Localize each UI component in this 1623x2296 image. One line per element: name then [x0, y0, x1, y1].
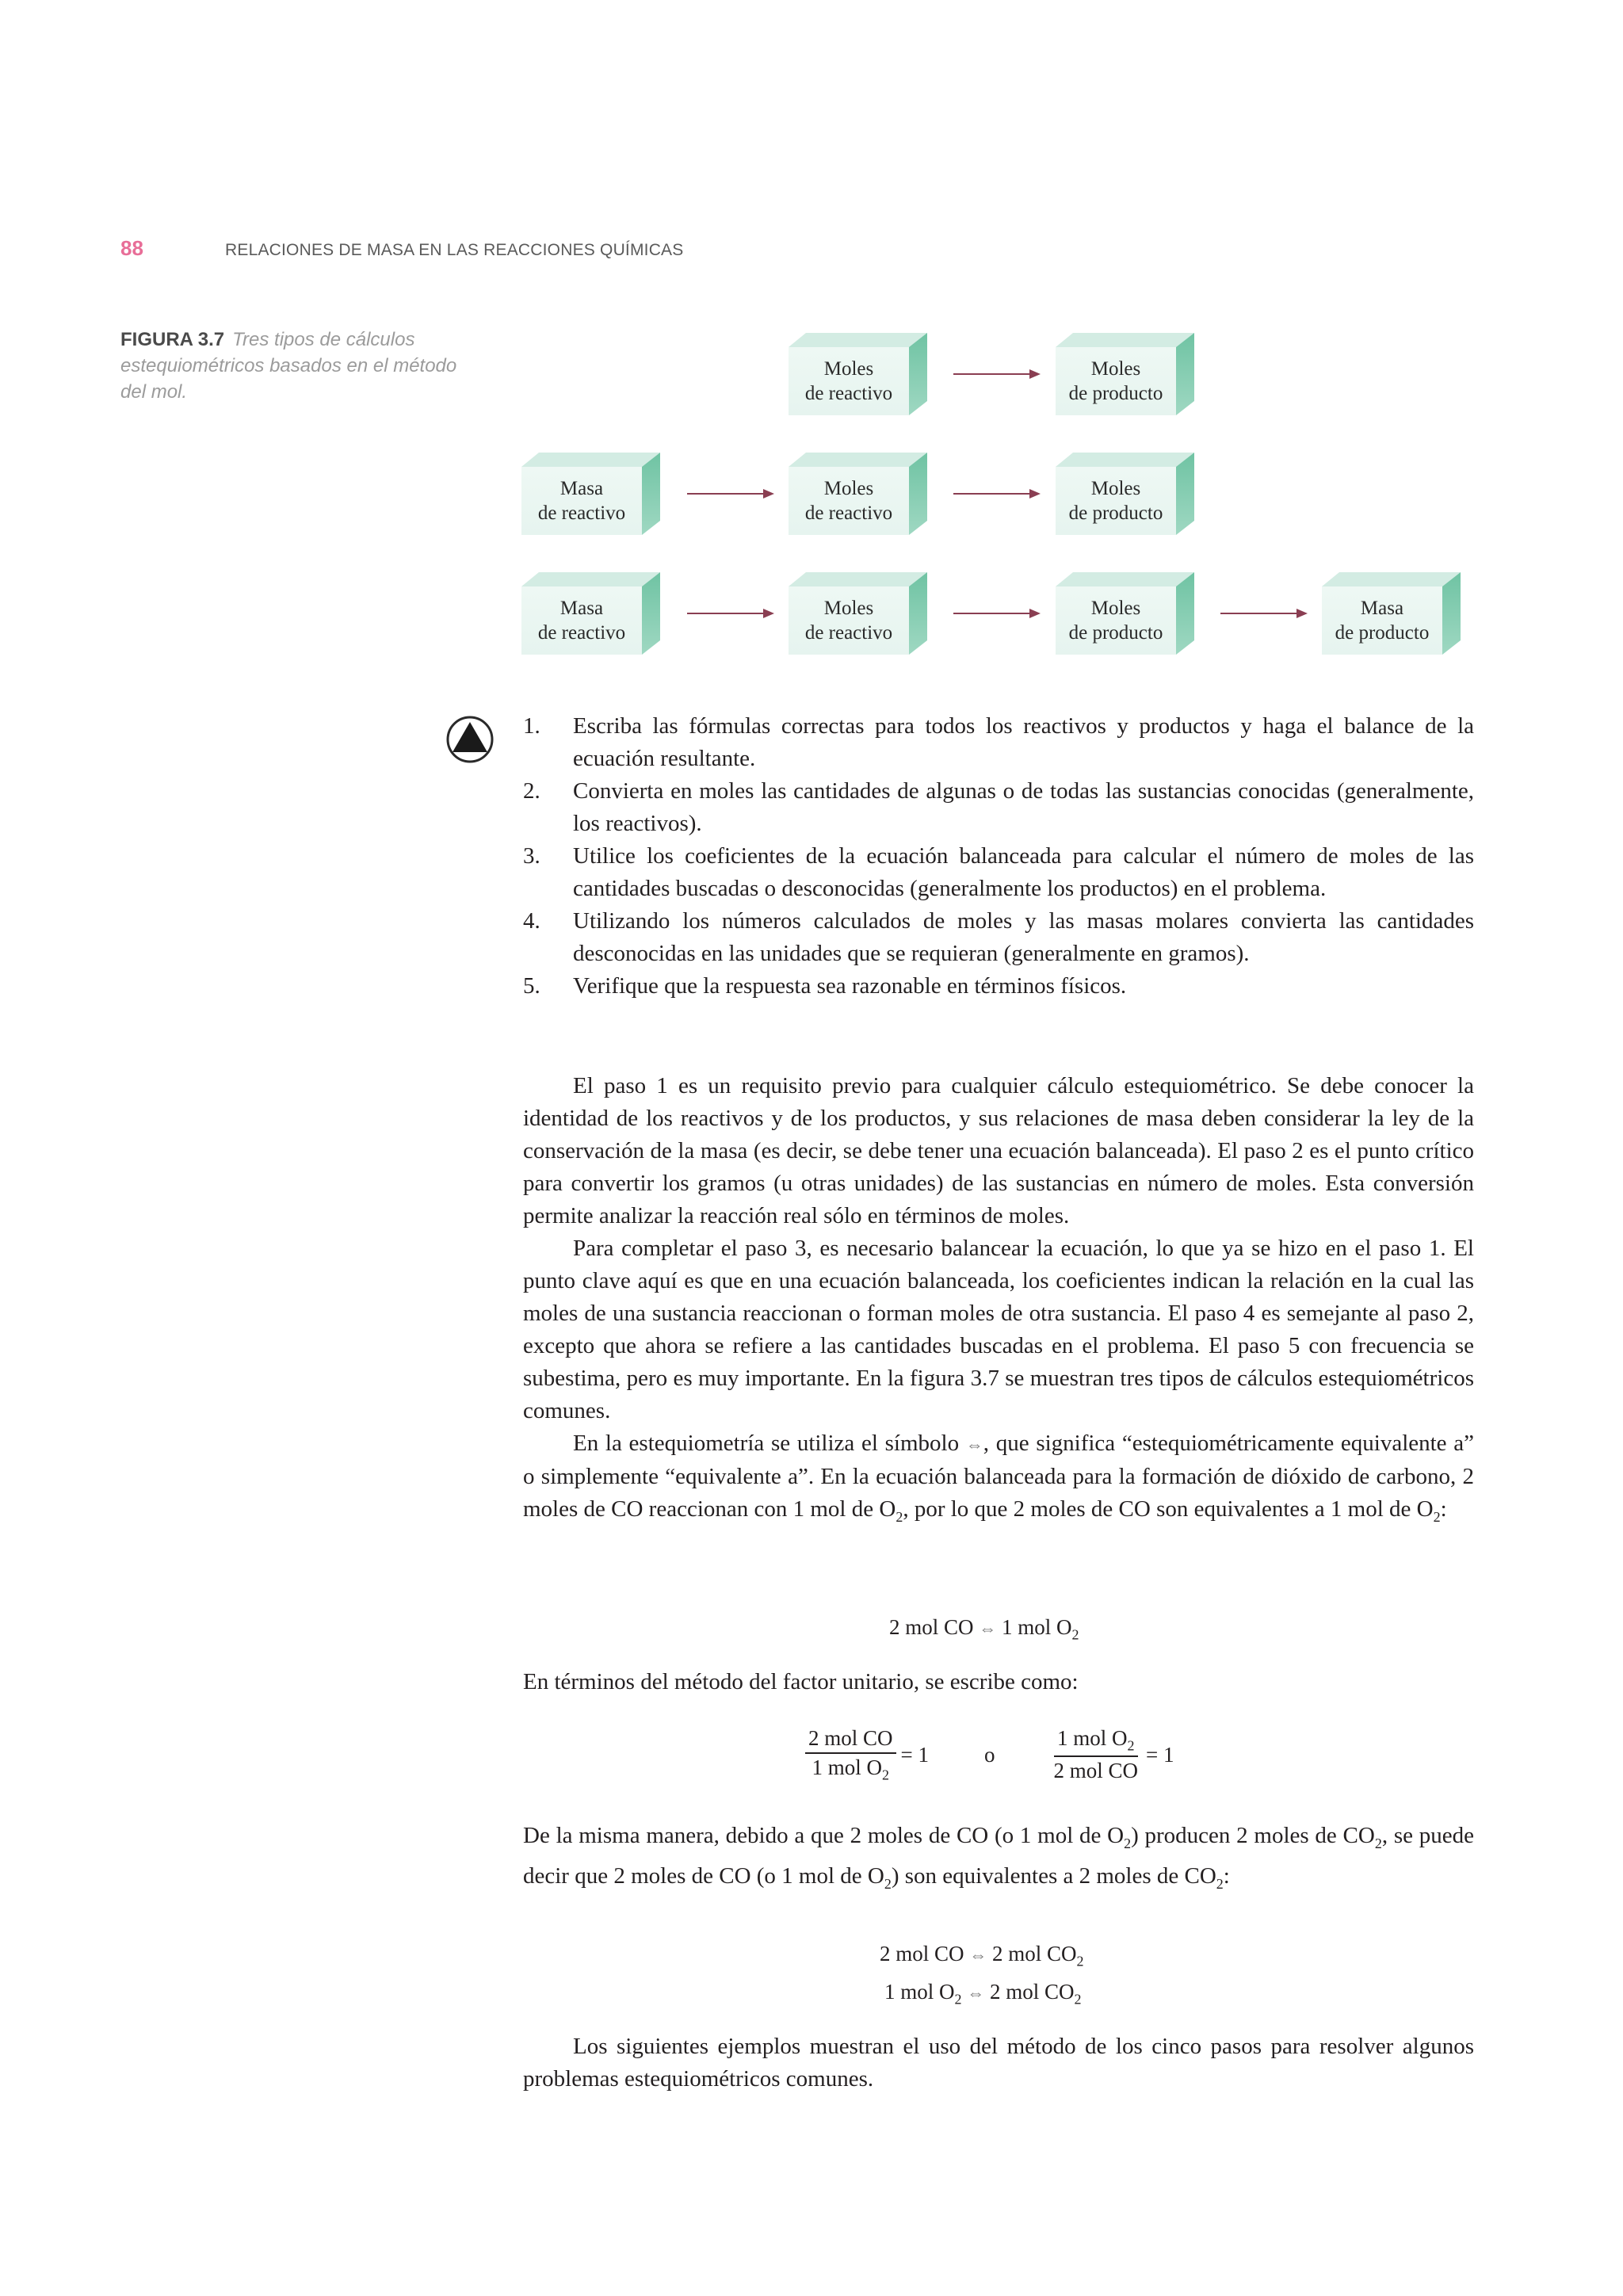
step-number: 2.	[523, 778, 540, 804]
box-moles-reactivo-row3	[789, 572, 927, 655]
list-item	[523, 970, 1474, 1003]
box-line1: Moles	[1090, 478, 1141, 499]
fraction-numerator: 1 mol $O_2$	[1054, 1726, 1138, 1757]
box-line1: Masa	[559, 598, 604, 619]
arrow-right-icon	[953, 604, 1041, 623]
fraction-2	[1051, 1726, 1142, 1783]
step-text: Escriba las fórmulas correctas para todos los reactivos y productos y haga el balance de la ecuación resultante.	[573, 713, 1474, 771]
arrow-right-icon	[687, 604, 774, 623]
figure-caption-text: Tres tipos de cálculos estequiométricos basados en el método del mol.	[120, 329, 457, 403]
equation-2co-equiv-o2	[889, 1615, 1079, 1643]
box-masa-reactivo-row3	[521, 572, 660, 655]
body-text-block-4	[523, 2030, 1474, 2095]
equals-one: = 1	[900, 1742, 929, 1767]
step-number: 5.	[523, 973, 540, 999]
list-item	[523, 840, 1474, 905]
eq-left: 2 mol CO	[889, 1615, 974, 1639]
box-line2: de reactivo	[537, 502, 626, 524]
subscript: 2	[1071, 1626, 1079, 1643]
paragraph-1: El paso 1 es un requisito previo para cualquier cálculo estequiométrico. Se debe conocer la identidad de los reactivos y de los productos, y sus relaciones de masa deben considerar la ley de la conservación de la masa (es decir, se debe tener una ecuación balanceada). El paso 2 es el punto crítico para convertir los gramos (u otras unidades) de las sustancias en número de moles. Esta conversión permite analizar la reacción real sólo en términos de moles.	[523, 1073, 1474, 1228]
box-line2: de reactivo	[804, 383, 893, 404]
box-line2: de reactivo	[804, 502, 893, 524]
fraction-denominator: 2 mol CO	[1053, 1759, 1139, 1783]
box-masa-producto-row3	[1322, 572, 1461, 655]
step-text: Utilizando los números calculados de moles y las masas molares convierta las cantidades desconocidas en las unidades que se requieran (generalmente en gramos).	[573, 908, 1474, 966]
fraction-denominator: 1 mol $O_2$	[812, 1755, 890, 1783]
box-masa-reactivo-row2	[521, 453, 660, 535]
body-text-block-1	[523, 1070, 1474, 1534]
paragraph-6: Los siguientes ejemplos muestran el uso del método de los cinco pasos para resolver algunos problemas estequiométricos comunes.	[523, 2034, 1474, 2092]
running-title: RELACIONES DE MASA EN LAS REACCIONES QUÍMICAS	[225, 241, 684, 259]
box-line1: Moles	[823, 478, 874, 499]
fraction-numerator: 2 mol CO	[805, 1726, 896, 1754]
box-line1: Moles	[823, 358, 874, 380]
list-item	[523, 905, 1474, 970]
equation-2co-equiv-2co2: 2 mol CO ⇔ 2 mol $CO_2$	[880, 1942, 1084, 1969]
subscript: 2	[896, 1508, 903, 1525]
paragraph-3-part-a: En la estequiometría se utiliza el símbolo	[573, 1431, 966, 1456]
equals-one: = 1	[1146, 1742, 1174, 1767]
paragraph-3-part-b: , que significa “estequiométricamente equivalente a” o simplemente “equivalente a”. En la ecuación balanceada para la formación de dióxido de carbono, 2 moles de CO reaccionan con 1 mol de O	[523, 1431, 1475, 1522]
steps-list	[523, 710, 1474, 1003]
step-number: 3.	[523, 843, 540, 869]
equiv-symbol: ⇔	[965, 1435, 983, 1454]
box-line2: de producto	[1068, 622, 1163, 644]
equiv-symbol: ⇔	[969, 1945, 987, 1965]
figure-label: FIGURA 3.7	[120, 329, 225, 350]
box-moles-producto-row2	[1056, 453, 1194, 535]
box-moles-reactivo-row1	[789, 333, 927, 415]
box-moles-producto-row3	[1056, 572, 1194, 655]
figure-caption	[120, 327, 485, 405]
arrow-right-icon	[953, 365, 1041, 384]
paragraph-5: De la misma manera, debido a que 2 moles de CO (o 1 mol de $O_2$) producen 2 moles de $CO_2$, se puede decir que 2 moles de CO (o 1 mol de $O_2$) son equivalentes a 2 moles de $CO_2$:	[523, 1823, 1474, 1892]
step-number: 4.	[523, 908, 540, 934]
list-item	[523, 775, 1474, 840]
step-text: Verifique que la respuesta sea razonable en términos físicos.	[573, 973, 1127, 999]
box-line2: de producto	[1335, 622, 1430, 644]
page-header	[120, 236, 683, 261]
page-number: 88	[120, 236, 143, 260]
arrow-right-icon	[687, 484, 774, 503]
list-item	[523, 710, 1474, 775]
box-line2: de reactivo	[537, 622, 626, 644]
equiv-symbol: ⇔	[967, 1983, 985, 2003]
box-line2: de producto	[1068, 383, 1163, 404]
unit-factor-equations	[805, 1726, 1174, 1783]
box-moles-producto-row1	[1056, 333, 1194, 415]
box-line2: de producto	[1068, 502, 1163, 524]
paragraph-4: En términos del método del factor unitario, se escribe como:	[523, 1669, 1079, 1694]
fraction-1	[805, 1726, 896, 1783]
body-text-block-3	[523, 1820, 1474, 1901]
arrow-right-icon	[1220, 604, 1308, 623]
step-text: Convierta en moles las cantidades de algunas o de todas las sustancias conocidas (generalmente, los reactivos).	[573, 778, 1474, 836]
body-text-block-2	[523, 1666, 1474, 1698]
triangle-warning-icon	[445, 715, 495, 764]
box-line2: de reactivo	[804, 622, 893, 644]
step-number: 1.	[523, 713, 540, 739]
box-line1: Moles	[1090, 358, 1141, 380]
eq-right: 1 mol O	[1002, 1615, 1072, 1639]
box-line1: Moles	[823, 598, 874, 619]
box-line1: Masa	[559, 478, 604, 499]
arrow-right-icon	[953, 484, 1041, 503]
paragraph-3-part-c: , por lo que 2 moles de CO son equivalentes a 1 mol de O	[903, 1496, 1434, 1522]
box-line1: Moles	[1090, 598, 1141, 619]
box-moles-reactivo-row2	[789, 453, 927, 535]
equation-o2-equiv-2co2: 1 mol $O_2$ ⇔ 2 mol $CO_2$	[884, 1980, 1082, 2008]
paragraph-3	[523, 1427, 1474, 1534]
paragraph-2: Para completar el paso 3, es necesario balancear la ecuación, lo que ya se hizo en el paso 1. El punto clave aquí es que en una ecuación balanceada, los coeficientes indican la relación en la cual las moles de una sustancia reaccionan o forman moles de otra sustancia. El paso 4 es semejante al paso 2, excepto que ahora se refiere a las cantidades buscadas en el problema. El paso 5 con frecuencia se subestima, pero es muy importante. En la figura 3.7 se muestran tres tipos de cálculos estequiométricos comunes.	[523, 1236, 1474, 1423]
or-word: o	[984, 1742, 995, 1767]
subscript: 2	[1433, 1508, 1441, 1525]
paragraph-3-part-d: :	[1440, 1496, 1447, 1522]
equiv-symbol: ⇔	[979, 1618, 997, 1638]
step-text: Utilice los coeficientes de la ecuación balanceada para calcular el número de moles de las cantidades buscadas o desconocidas (generalmente los productos) en el problema.	[573, 843, 1474, 901]
box-line1: Masa	[1360, 598, 1404, 619]
